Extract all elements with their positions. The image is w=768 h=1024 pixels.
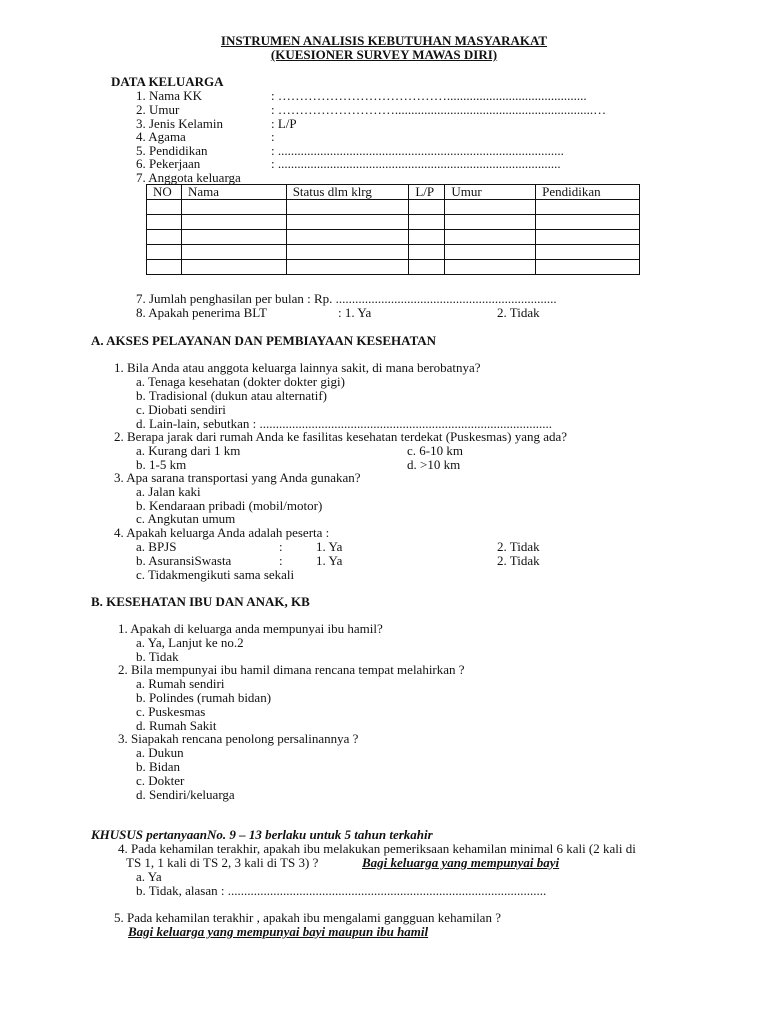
- anggota-keluarga-table: [146, 184, 640, 275]
- option-b2-b[interactable]: b. Polindes (rumah bidan): [136, 690, 272, 705]
- table-cell[interactable]: [445, 230, 536, 245]
- question-k5-note: Bagi keluarga yang mempunyai bayi maupun ibu hamil: [128, 924, 429, 939]
- table-cell[interactable]: [286, 260, 409, 275]
- penghasilan-field[interactable]: 7. Jumlah penghasilan per bulan : Rp. ....................................................................: [136, 291, 557, 306]
- table-row: [147, 260, 640, 275]
- section-b-heading: B. KESEHATAN IBU DAN ANAK, KB: [91, 594, 310, 609]
- option-b3-c[interactable]: c. Dokter: [136, 773, 185, 788]
- field-value-pendidikan[interactable]: : ........................................................................................: [271, 143, 564, 158]
- table-header-row: [147, 185, 640, 200]
- table-cell[interactable]: [286, 200, 409, 215]
- table-cell[interactable]: [409, 215, 445, 230]
- blt-label: 8. Apakah penerima BLT: [136, 305, 267, 320]
- field-label-pendidikan: 5. Pendidikan: [136, 143, 208, 158]
- table-cell[interactable]: [536, 215, 640, 230]
- option-a4-swasta-tidak[interactable]: 2. Tidak: [497, 553, 540, 568]
- table-row: [147, 200, 640, 215]
- table-cell[interactable]: [445, 260, 536, 275]
- option-b1-b[interactable]: b. Tidak: [136, 649, 179, 664]
- option-b3-a[interactable]: a. Dukun: [136, 745, 184, 760]
- question-b1: 1. Apakah di keluarga anda mempunyai ibu hamil?: [118, 621, 383, 636]
- question-k4-line1: 4. Pada kehamilan terakhir, apakah ibu melakukan pemeriksaan kehamilan minimal 6 kali (2 kali di: [118, 841, 636, 856]
- table-cell[interactable]: [286, 215, 409, 230]
- option-a3-b[interactable]: b. Kendaraan pribadi (mobil/motor): [136, 498, 323, 513]
- question-b2: 2. Bila mempunyai ibu hamil dimana rencana tempat melahirkan ?: [118, 662, 465, 677]
- table-cell[interactable]: [409, 260, 445, 275]
- question-a3: 3. Apa sarana transportasi yang Anda gunakan?: [114, 470, 361, 485]
- option-a2-d[interactable]: d. >10 km: [407, 457, 461, 472]
- option-b3-b[interactable]: b. Bidan: [136, 759, 181, 774]
- option-a2-a[interactable]: a. Kurang dari 1 km: [136, 443, 241, 458]
- table-row: [147, 245, 640, 260]
- option-a4-swasta-label: b. AsuransiSwasta: [136, 553, 232, 568]
- question-k4-line2: TS 1, 1 kali di TS 2, 3 kali di TS 3) ?: [126, 855, 319, 870]
- column-header: NO: [147, 185, 182, 200]
- table-cell[interactable]: [286, 245, 409, 260]
- option-a4-swasta-ya[interactable]: 1. Ya: [316, 553, 343, 568]
- option-b2-c[interactable]: c. Puskesmas: [136, 704, 206, 719]
- table-cell[interactable]: [409, 245, 445, 260]
- table-cell[interactable]: [409, 230, 445, 245]
- column-header: Umur: [445, 185, 536, 200]
- table-cell[interactable]: [181, 230, 286, 245]
- table-cell[interactable]: [445, 200, 536, 215]
- table-cell[interactable]: [536, 245, 640, 260]
- question-a4: 4. Apakah keluarga Anda adalah peserta :: [114, 525, 330, 540]
- option-b2-d[interactable]: d. Rumah Sakit: [136, 718, 217, 733]
- document-title: INSTRUMEN ANALISIS KEBUTUHAN MASYARAKAT: [220, 33, 548, 48]
- section-a-heading: A. AKSES PELAYANAN DAN PEMBIAYAAN KESEHATAN: [91, 333, 437, 348]
- field-label-umur: 2. Umur: [136, 102, 180, 117]
- option-a4-bpjs-tidak[interactable]: 2. Tidak: [497, 539, 540, 554]
- table-cell[interactable]: [536, 260, 640, 275]
- table-row: [147, 230, 640, 245]
- field-value-agama[interactable]: :: [271, 129, 275, 144]
- question-k4-note: Bagi keluarga yang mempunyai bayi: [362, 855, 560, 870]
- question-b3: 3. Siapakah rencana penolong persalinannya ?: [118, 731, 359, 746]
- option-a1-a[interactable]: a. Tenaga kesehatan (dokter dokter gigi): [136, 374, 345, 389]
- table-row: [147, 215, 640, 230]
- option-a4-swasta-colon: :: [279, 553, 283, 568]
- field-label-agama: 4. Agama: [136, 129, 186, 144]
- blt-option-tidak[interactable]: 2. Tidak: [497, 305, 540, 320]
- table-cell[interactable]: [536, 200, 640, 215]
- table-cell[interactable]: [147, 230, 182, 245]
- table-cell[interactable]: [445, 245, 536, 260]
- blt-option-ya[interactable]: : 1. Ya: [338, 305, 372, 320]
- table-cell[interactable]: [181, 215, 286, 230]
- table-cell[interactable]: [147, 245, 182, 260]
- table-cell[interactable]: [445, 215, 536, 230]
- field-value-nama-kk[interactable]: : …………………………………...........................................: [271, 88, 587, 103]
- option-a1-d[interactable]: d. Lain-lain, sebutkan : ..........................................................................................: [136, 416, 552, 431]
- table-cell[interactable]: [409, 200, 445, 215]
- option-a3-c[interactable]: c. Angkutan umum: [136, 511, 236, 526]
- option-a4-c[interactable]: c. Tidakmengikuti sama sekali: [136, 567, 295, 582]
- table-cell[interactable]: [147, 260, 182, 275]
- field-value-umur[interactable]: : ……………………….............................................................…: [271, 102, 607, 117]
- question-a2: 2. Berapa jarak dari rumah Anda ke fasilitas kesehatan terdekat (Puskesmas) yang ada?: [114, 429, 568, 444]
- option-a2-b[interactable]: b. 1-5 km: [136, 457, 187, 472]
- question-k5: 5. Pada kehamilan terakhir , apakah ibu mengalami gangguan kehamilan ?: [114, 910, 501, 925]
- table-cell[interactable]: [147, 215, 182, 230]
- option-a4-bpjs-label: a. BPJS: [136, 539, 177, 554]
- column-header: Nama: [181, 185, 286, 200]
- table-cell[interactable]: [181, 245, 286, 260]
- field-label-nama-kk: 1. Nama KK: [136, 88, 203, 103]
- option-k4-b[interactable]: b. Tidak, alasan : ..................................................................................................: [136, 883, 547, 898]
- khusus-heading: KHUSUS pertanyaanNo. 9 – 13 berlaku untuk 5 tahun terkahir: [91, 827, 433, 842]
- table-cell[interactable]: [286, 230, 409, 245]
- column-header: L/P: [409, 185, 445, 200]
- table-cell[interactable]: [147, 200, 182, 215]
- option-b3-d[interactable]: d. Sendiri/keluarga: [136, 787, 235, 802]
- option-a2-c[interactable]: c. 6-10 km: [407, 443, 463, 458]
- option-a4-bpjs-ya[interactable]: 1. Ya: [316, 539, 343, 554]
- table-cell[interactable]: [536, 230, 640, 245]
- data-keluarga-heading: DATA KELUARGA: [111, 74, 224, 89]
- option-a3-a[interactable]: a. Jalan kaki: [136, 484, 201, 499]
- document-subtitle: (KUESIONER SURVEY MAWAS DIRI): [270, 47, 498, 62]
- option-b1-a[interactable]: a. Ya, Lanjut ke no.2: [136, 635, 244, 650]
- option-a1-c[interactable]: c. Diobati sendiri: [136, 402, 226, 417]
- table-cell[interactable]: [181, 200, 286, 215]
- option-b2-a[interactable]: a. Rumah sendiri: [136, 676, 225, 691]
- column-header: Status dlm klrg: [286, 185, 409, 200]
- option-k4-a[interactable]: a. Ya: [136, 869, 162, 884]
- option-a4-bpjs-colon: :: [279, 539, 283, 554]
- option-a1-b[interactable]: b. Tradisional (dukun atau alternatif): [136, 388, 327, 403]
- field-label-jenis-kelamin: 3. Jenis Kelamin: [136, 116, 224, 131]
- field-value-jenis-kelamin[interactable]: : L/P: [271, 116, 297, 131]
- anggota-keluarga-label: 7. Anggota keluarga: [136, 170, 241, 185]
- table-cell[interactable]: [181, 260, 286, 275]
- field-label-pekerjaan: 6. Pekerjaan: [136, 156, 201, 171]
- question-a1: 1. Bila Anda atau anggota keluarga lainnya sakit, di mana berobatnya?: [114, 360, 481, 375]
- column-header: Pendidikan: [536, 185, 640, 200]
- field-value-pekerjaan[interactable]: : .......................................................................................: [271, 156, 561, 171]
